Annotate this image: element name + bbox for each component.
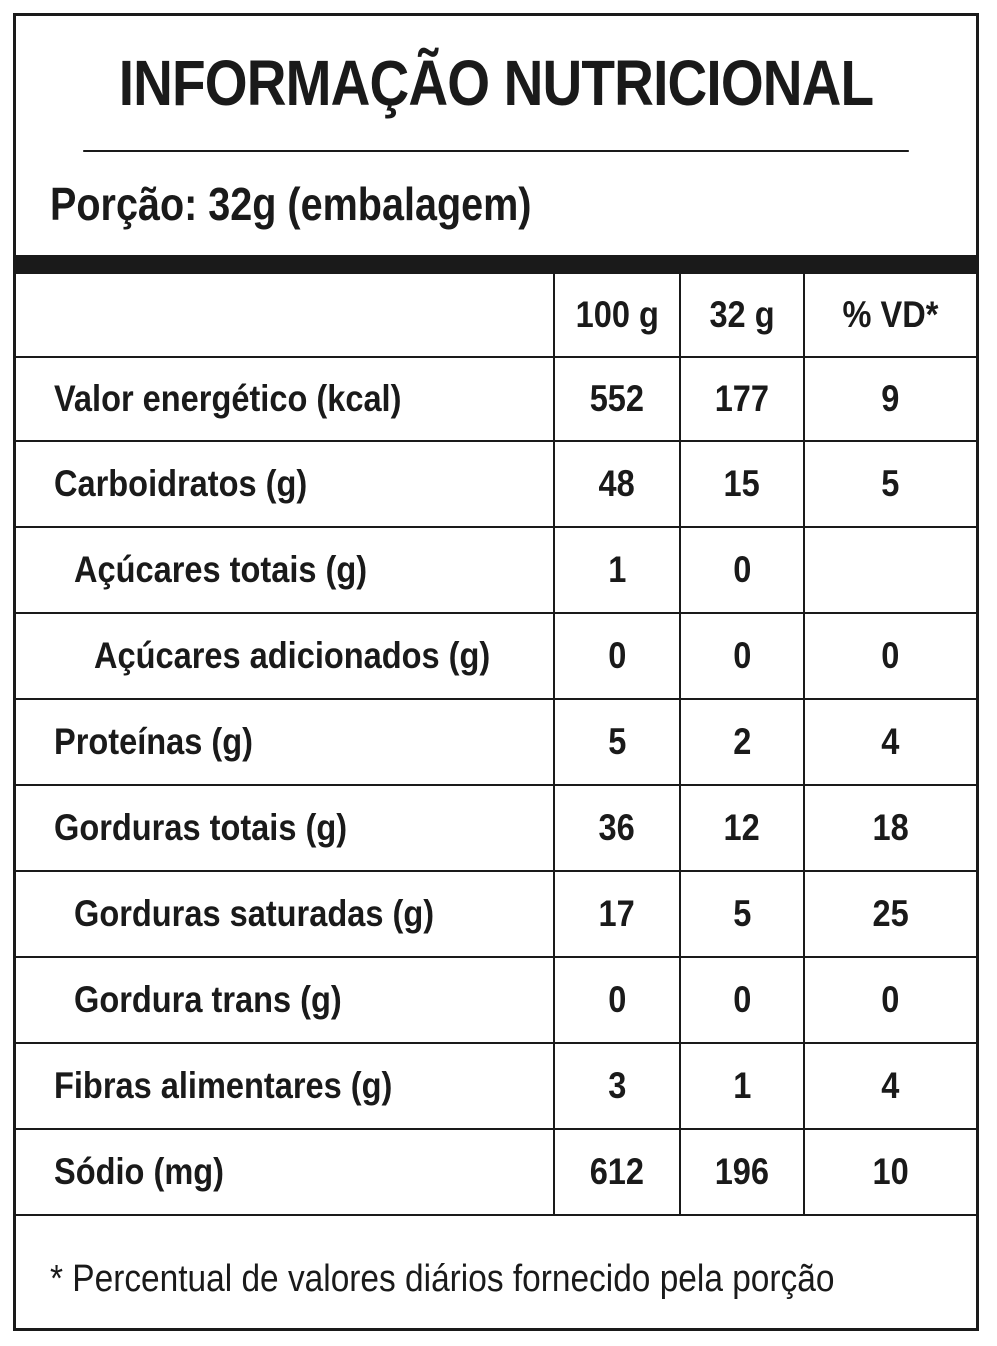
- value-per-portion: 2: [680, 699, 804, 785]
- nutrition-table: [16, 274, 976, 1216]
- value-daily-percent: 25: [804, 871, 976, 957]
- value-daily-percent: 10: [804, 1129, 976, 1215]
- value-daily-percent: 0: [804, 957, 976, 1043]
- value-per-portion: 0: [680, 957, 804, 1043]
- value-daily-percent: 9: [804, 357, 976, 441]
- nutrient-name: Açúcares totais (g): [16, 527, 554, 613]
- header-per-100g: 100 g: [554, 274, 680, 357]
- header-nutrient: [16, 274, 554, 357]
- header-per-portion: 32 g: [680, 274, 804, 357]
- value-daily-percent: [804, 527, 976, 613]
- value-per-100g: 48: [554, 441, 680, 527]
- value-daily-percent: 4: [804, 1043, 976, 1129]
- value-per-portion: 1: [680, 1043, 804, 1129]
- nutrient-name: Açúcares adicionados (g): [16, 613, 554, 699]
- value-per-100g: 612: [554, 1129, 680, 1215]
- value-per-portion: 12: [680, 785, 804, 871]
- portion-size: Porção: 32g (embalagem): [50, 177, 532, 230]
- nutrient-name: Gorduras totais (g): [16, 785, 554, 871]
- nutrition-facts-label: [13, 13, 979, 1331]
- table-row: [16, 613, 976, 699]
- value-per-portion: 15: [680, 441, 804, 527]
- table-row: [16, 871, 976, 957]
- value-per-portion: 0: [680, 527, 804, 613]
- nutrient-name: Proteínas (g): [16, 699, 554, 785]
- value-daily-percent: 4: [804, 699, 976, 785]
- nutrient-name: Fibras alimentares (g): [16, 1043, 554, 1129]
- table-row: [16, 699, 976, 785]
- nutrient-name: Gorduras saturadas (g): [16, 871, 554, 957]
- value-per-100g: 3: [554, 1043, 680, 1129]
- value-daily-percent: 18: [804, 785, 976, 871]
- value-per-100g: 552: [554, 357, 680, 441]
- nutrient-name: Valor energético (kcal): [16, 357, 554, 441]
- table-row: [16, 957, 976, 1043]
- label-title: INFORMAÇÃO NUTRICIONAL: [83, 16, 909, 152]
- table-row: [16, 357, 976, 441]
- value-per-100g: 5: [554, 699, 680, 785]
- thick-divider: [16, 255, 976, 274]
- header-daily-value: % VD*: [804, 274, 976, 357]
- value-per-100g: 0: [554, 613, 680, 699]
- value-per-100g: 36: [554, 785, 680, 871]
- table-header-row: [16, 274, 976, 357]
- value-daily-percent: 5: [804, 441, 976, 527]
- value-per-100g: 0: [554, 957, 680, 1043]
- nutrient-name: Gordura trans (g): [16, 957, 554, 1043]
- footnote: * Percentual de valores diários fornecido pela porção: [50, 1257, 835, 1300]
- nutrient-name: Carboidratos (g): [16, 441, 554, 527]
- value-per-portion: 196: [680, 1129, 804, 1215]
- value-per-100g: 17: [554, 871, 680, 957]
- value-per-portion: 0: [680, 613, 804, 699]
- table-row: [16, 1043, 976, 1129]
- value-daily-percent: 0: [804, 613, 976, 699]
- table-row: [16, 785, 976, 871]
- value-per-portion: 177: [680, 357, 804, 441]
- value-per-100g: 1: [554, 527, 680, 613]
- nutrient-name: Sódio (mg): [16, 1129, 554, 1215]
- table-row: [16, 527, 976, 613]
- table-row: [16, 441, 976, 527]
- table-row: [16, 1129, 976, 1215]
- value-per-portion: 5: [680, 871, 804, 957]
